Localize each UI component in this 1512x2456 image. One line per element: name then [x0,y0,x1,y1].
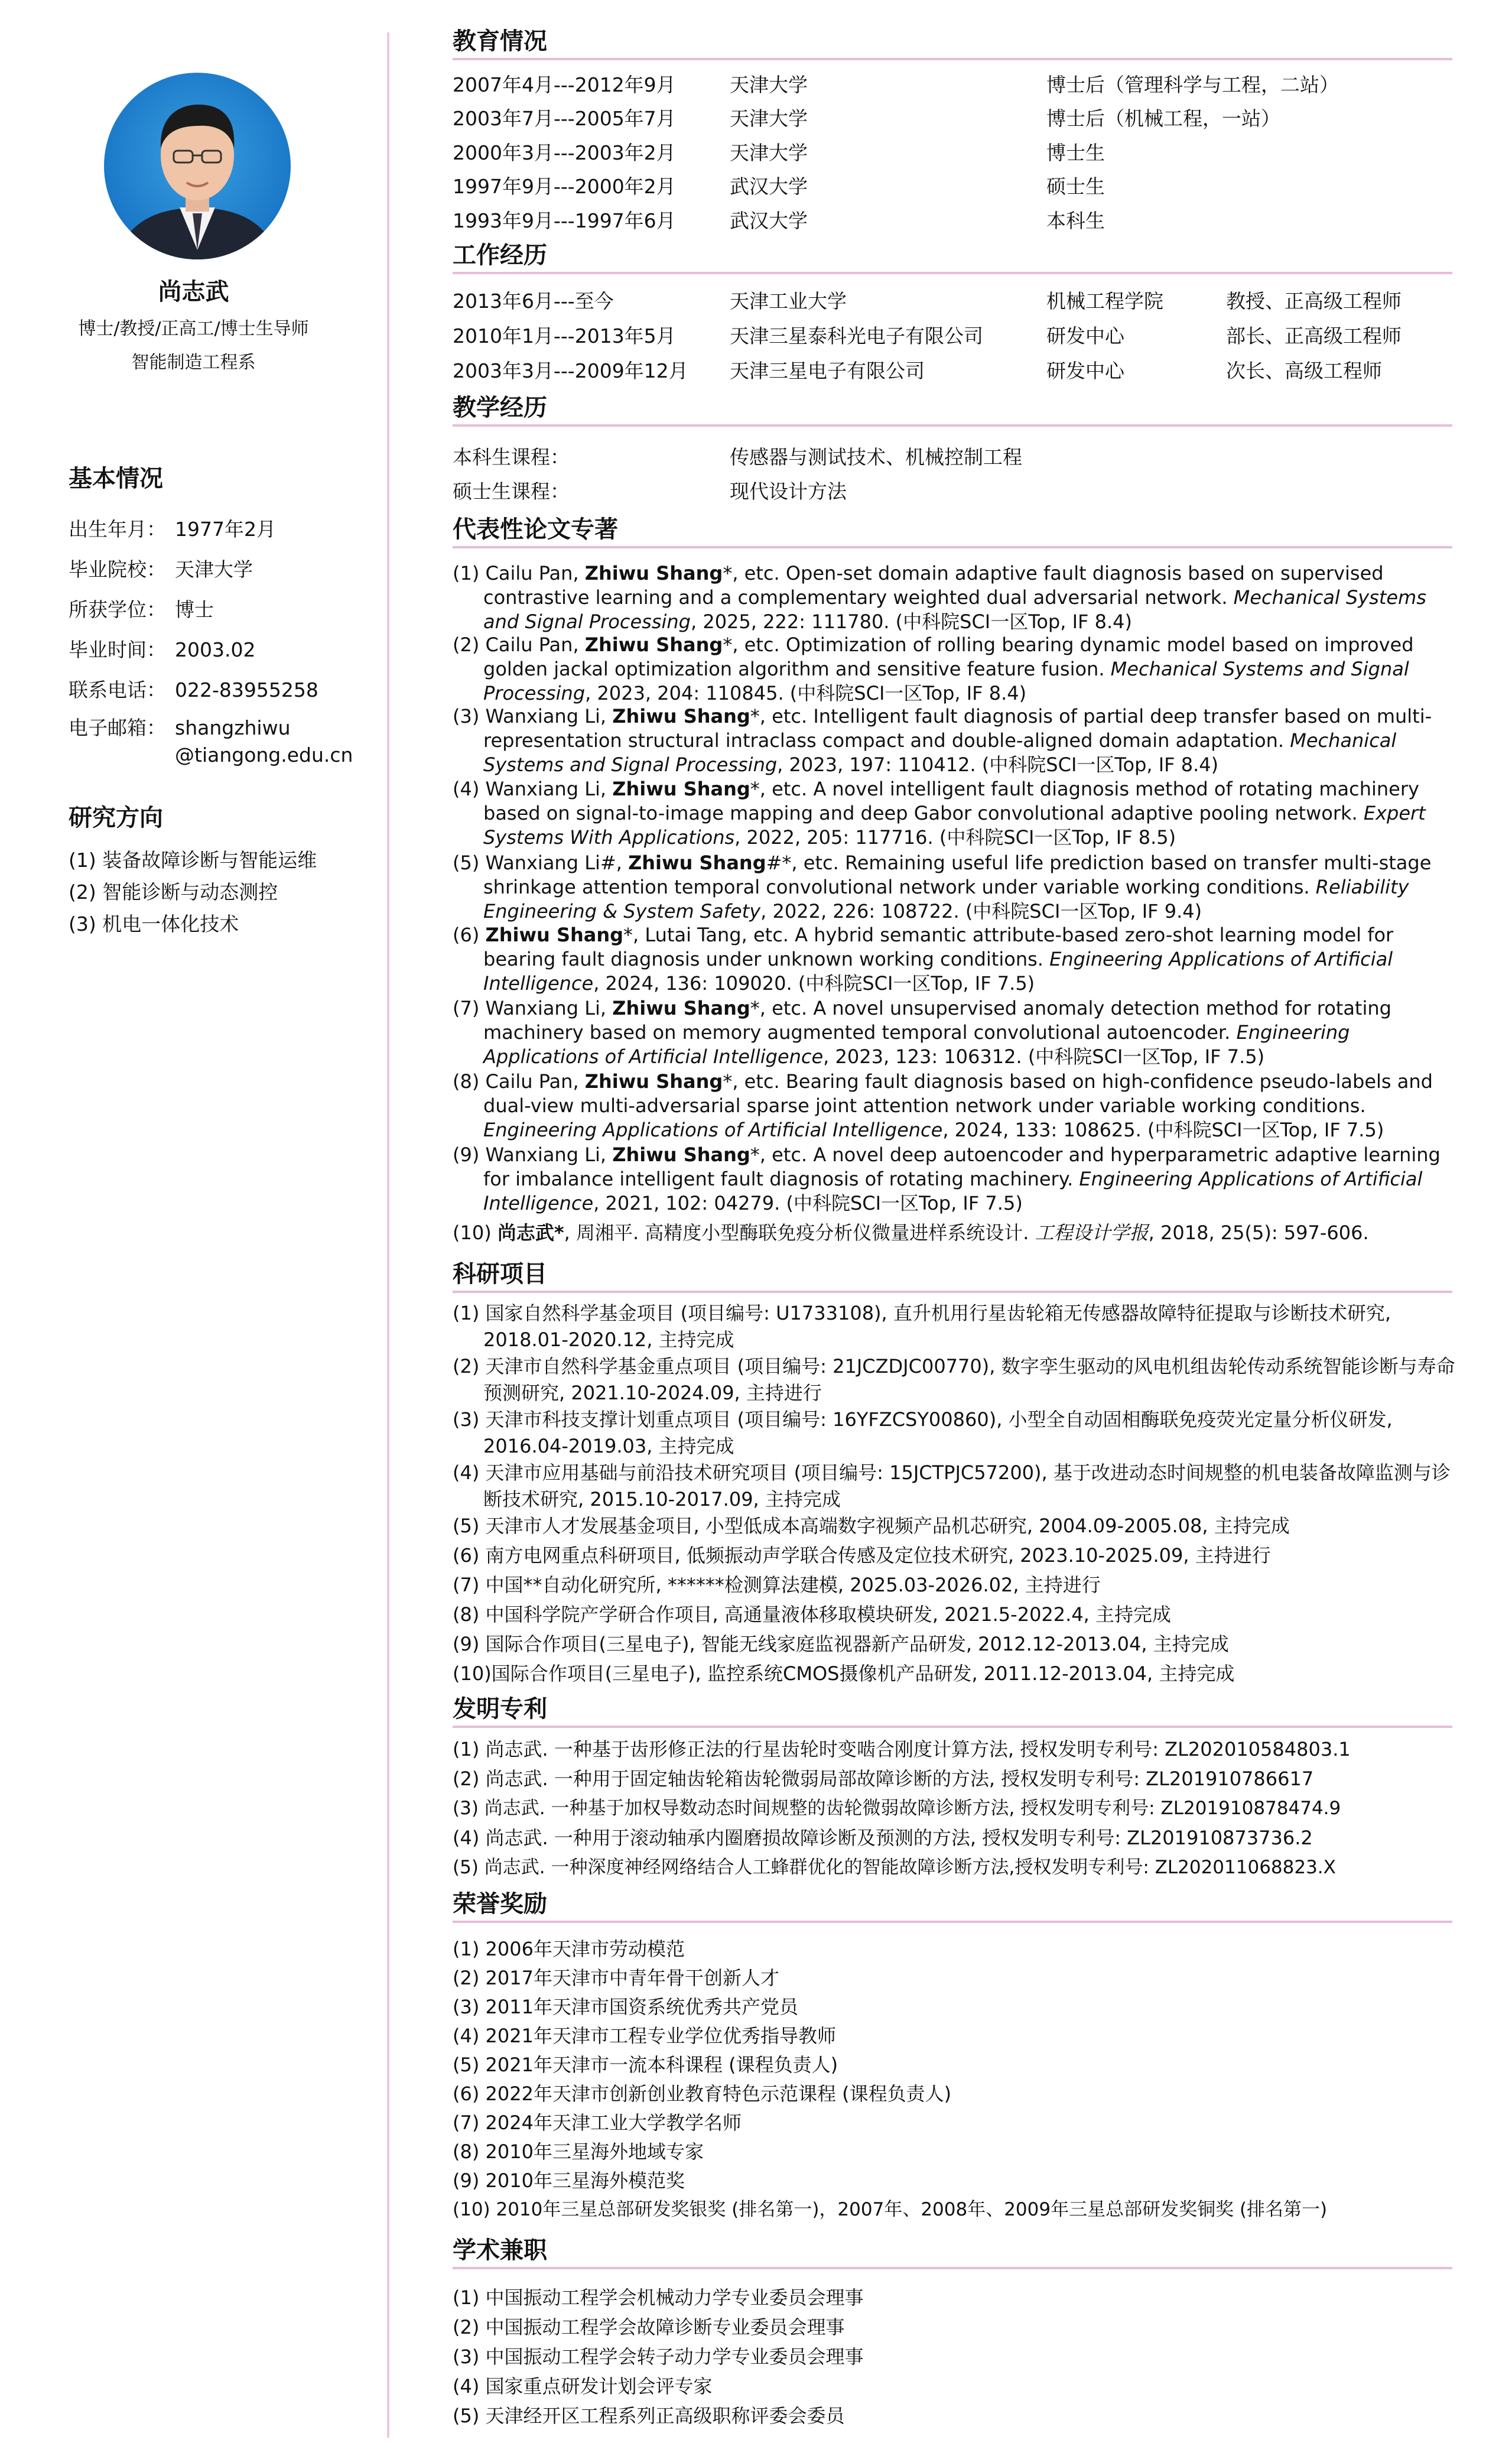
honors-heading: 荣誉奖励 [453,1890,547,1918]
patent-item: (2) 尚志武. 一种用于固定轴齿轮箱齿轮微弱局部故障诊断的方法, 授权发明专利号: ZL201910786617 [453,1768,1314,1790]
honor-item: (8) 2010年三星海外地域专家 [453,2140,704,2163]
education-school: 天津大学 [730,107,808,130]
work-position: 教授、正高级工程师 [1226,290,1402,313]
honor-item: (3) 2011年天津市国资系统优秀共产党员 [453,1996,798,2018]
paper-item: (2) Cailu Pan, Zhiwu Shang*, etc. Optimization of rolling bearing dynamic model based on improved golden jackal optimization algorithm and sensitive feature fusion. Mechanical Systems and Signal Processing, 2023, 204: 110845. (中科院SCI一区Top, IF 8.4) [453,634,1414,704]
basic-row: 毕业时间： 2003.02 [69,638,256,661]
teaching-section [453,392,1452,427]
education-degree: 博士后（机械工程，一站） [1046,107,1280,130]
paper-item: (9) Wanxiang Li, Zhiwu Shang*, etc. A novel deep autoencoder and hyperparametric adaptive learning for imbalance intelligent fault diagnosis of rotating machinery. Engineering Applications of Artificial Intelligence, 2021, 102: 04279. (中科院SCI一区Top, IF 7.5) [453,1143,1441,1214]
education-school: 天津大学 [730,141,808,164]
papers-section [453,514,1452,548]
education-degree: 本科生 [1046,209,1105,232]
honors-section [453,1889,1452,1923]
teaching-courses: 现代设计方法 [730,480,847,503]
basic-row-phone: 联系电话： 022-83955258 [69,678,318,701]
academic-item: (2) 中国振动工程学会故障诊断专业委员会理事 [453,2316,845,2338]
work-date: 2013年6月---至今 [453,290,614,313]
honor-item: (4) 2021年天津市工程专业学位优秀指导教师 [453,2025,836,2047]
patent-item: (5) 尚志武. 一种深度神经网络结合人工蜂群优化的智能故障诊断方法,授权发明专利号: ZL202011068823.X [453,1857,1336,1878]
project-item: (2) 天津市自然科学基金重点项目 (项目编号: 21JCZDJC00770), 数字孪生驱动的风电机组齿轮传动系统智能诊断与寿命预测研究, 2021.10-2024.09, 主持进行 [453,1355,1455,1404]
basic-info-heading: 基本情况 [69,465,163,492]
academic-item: (1) 中国振动工程学会机械动力学专业委员会理事 [453,2286,864,2309]
teaching-label: 本科生课程： [453,446,570,469]
honor-item: (2) 2017年天津市中青年骨干创新人才 [453,1967,779,1989]
work-date: 2010年1月---2013年5月 [453,324,676,347]
person-name: 尚志武 [158,278,229,306]
section-rule [453,1726,1452,1728]
research-item: (1) 装备故障诊断与智能运维 [69,849,317,872]
paper-item: (3) Wanxiang Li, Zhiwu Shang*, etc. Intelligent fault diagnosis of partial deep transfer based on multi-representation structural intraclass compact and double-aligned domain adaptation. Mechanical Systems and Signal Processing, 2023, 197: 110412. (中科院SCI一区Top, IF 8.4) [453,705,1432,776]
education-date: 1997年9月---2000年2月 [453,175,676,198]
section-rule [453,272,1452,274]
honor-item: (10) 2010年三星总部研发奖银奖 (排名第一)，2007年、2008年、2009年三星总部研发奖铜奖 (排名第一) [453,2199,1328,2220]
education-school: 天津大学 [730,73,808,96]
academic-item: (3) 中国振动工程学会转子动力学专业委员会理事 [453,2345,864,2368]
work-department: 机械工程学院 [1046,290,1163,313]
honor-item: (5) 2021年天津市一流本科课程 (课程负责人) [453,2054,838,2076]
section-rule [453,1291,1452,1293]
academic-section [453,2235,1452,2269]
education-date: 1993年9月---1997年6月 [453,209,676,232]
section-rule [453,58,1452,60]
person-titles: 博士/教授/正高工/博士生导师 [78,319,309,339]
work-employer: 天津三星电子有限公司 [730,359,925,382]
profile-photo [104,73,291,259]
person-portrait-icon [104,73,291,259]
work-section [453,240,1452,274]
paper-item: (4) Wanxiang Li, Zhiwu Shang*, etc. A novel intelligent fault diagnosis method of rotating machinery based on signal-to-image mapping and deep Gabor convolutional adaptive pooling network. Expert Systems With Applications, 2022, 205: 117716. (中科院SCI一区Top, IF 8.5) [453,778,1426,849]
left-sidebar [0,0,387,2456]
section-rule [453,2267,1452,2269]
education-degree: 博士后（管理科学与工程，二站） [1046,73,1339,96]
basic-row: 毕业院校： 天津大学 [69,558,253,581]
education-date: 2003年7月---2005年7月 [453,107,676,130]
work-employer: 天津工业大学 [730,290,847,313]
project-item: (3) 天津市科技支撑计划重点项目 (项目编号: 16YFZCSY00860), 小型全自动固相酶联免疫荧光定量分析仪研发, 2016.04-2019.03, 主持完成 [453,1408,1393,1457]
research-item: (3) 机电一体化技术 [69,912,239,935]
basic-row: 所获学位： 博士 [69,598,214,621]
education-school: 武汉大学 [730,175,808,198]
paper-item: (7) Wanxiang Li, Zhiwu Shang*, etc. A novel unsupervised anomaly detection method for rotating machinery based on memory augmented temporal convolutional autoencoder. Engineering Applications of Artificial Intelligence, 2023, 123: 106312. (中科院SCI一区Top, IF 7.5) [453,997,1391,1068]
honor-item: (7) 2024年天津工业大学教学名师 [453,2111,742,2134]
teaching-courses: 传感器与测试技术、机械控制工程 [730,446,1022,469]
section-rule [453,424,1452,427]
work-department: 研发中心 [1046,324,1124,347]
person-department: 智能制造工程系 [131,352,256,373]
patent-item: (1) 尚志武. 一种基于齿形修正法的行星齿轮时变啮合刚度计算方法, 授权发明专利号: ZL202010584803.1 [453,1738,1351,1760]
research-heading: 研究方向 [69,804,163,831]
academic-heading: 学术兼职 [453,2237,547,2264]
section-rule [453,1921,1452,1923]
academic-item: (5) 天津经开区工程系列正高级职称评委会委员 [453,2405,845,2427]
honor-item: (6) 2022年天津市创新创业教育特色示范课程 (课程负责人) [453,2083,952,2105]
paper-item: (6) Zhiwu Shang*, Lutai Tang, etc. A hybrid semantic attribute-based zero-shot learning model for bearing fault diagnosis under unknown working conditions. Engineering Applications of Artificial Intelligence, 2024, 136: 109020. (中科院SCI一区Top, IF 7.5) [453,924,1394,995]
work-heading: 工作经历 [453,242,547,269]
project-item: (5) 天津市人才发展基金项目, 小型低成本高端数字视频产品机芯研究, 2004.09-2005.08, 主持完成 [453,1515,1290,1537]
honor-item: (1) 2006年天津市劳动模范 [453,1938,685,1960]
work-employer: 天津三星泰科光电子有限公司 [730,324,983,347]
paper-item: (10) 尚志武*, 周湘平. 高精度小型酶联免疫分析仪微量进样系统设计. 工程设计学报, 2018, 25(5): 597-606. [453,1221,1369,1244]
patent-item: (3) 尚志武. 一种基于加权导数动态时间规整的齿轮微弱故障诊断方法, 授权发明专利号: ZL201910878474.9 [453,1798,1341,1819]
column-divider [387,33,389,2438]
basic-row: 出生年月： 1977年2月 [69,518,276,541]
projects-section [453,1259,1452,1293]
projects-heading: 科研项目 [453,1261,547,1288]
education-date: 2007年4月---2012年9月 [453,73,676,96]
work-position: 部长、正高级工程师 [1226,324,1402,347]
papers-heading: 代表性论文专著 [453,516,618,543]
education-date: 2000年3月---2003年2月 [453,141,676,164]
patents-section [453,1694,1452,1728]
section-rule [453,546,1452,548]
education-section [453,26,1452,60]
education-degree: 博士生 [1046,141,1105,164]
education-heading: 教育情况 [453,28,547,55]
project-item: (4) 天津市应用基础与前沿技术研究项目 (项目编号: 15JCTPJC57200), 基于改进动态时间规整的机电装备故障监测与诊断技术研究, 2015.10-2017.09, 主持完成 [453,1461,1451,1510]
project-item: (10)国际合作项目(三星电子), 监控系统CMOS摄像机产品研发, 2011.12-2013.04, 主持完成 [453,1662,1235,1685]
paper-item: (5) Wanxiang Li#, Zhiwu Shang#*, etc. Remaining useful life prediction based on transfer multi-stage shrinkage attention temporal convolutional network under variable working conditions. Reliability Engineering & System Safety, 2022, 226: 108722. (中科院SCI一区Top, IF 9.4) [453,852,1432,922]
education-school: 武汉大学 [730,209,808,232]
work-date: 2003年3月---2009年12月 [453,359,688,382]
education-degree: 硕士生 [1046,175,1105,198]
project-item: (6) 南方电网重点科研项目, 低频振动声学联合传感及定位技术研究, 2023.10-2025.09, 主持进行 [453,1544,1271,1567]
project-item: (1) 国家自然科学基金项目 (项目编号: U1733108), 直升机用行星齿轮箱无传感器故障特征提取与诊断技术研究, 2018.01-2020.12, 主持完成 [453,1302,1391,1351]
honor-item: (9) 2010年三星海外模范奖 [453,2169,685,2192]
work-position: 次长、高级工程师 [1226,359,1382,382]
basic-row-email: 电子邮箱： shangzhiwu [69,716,291,739]
project-item: (9) 国际合作项目(三星电子), 智能无线家庭监视器新产品研发, 2012.12-2013.04, 主持完成 [453,1633,1229,1655]
patent-item: (4) 尚志武. 一种用于滚动轴承内圈磨损故障诊断及预测的方法, 授权发明专利号: ZL201910873736.2 [453,1827,1313,1849]
paper-item: (1) Cailu Pan, Zhiwu Shang*, etc. Open-set domain adaptive fault diagnosis based on supervised contrastive learning and a complementary weighted dual adversarial network. Mechanical Systems and Signal Processing, 2025, 222: 111780. (中科院SCI一区Top, IF 8.4) [453,562,1426,633]
teaching-heading: 教学经历 [453,394,547,421]
research-item: (2) 智能诊断与动态测控 [69,881,278,904]
patents-heading: 发明专利 [453,1695,547,1723]
project-item: (7) 中国**自动化研究所, ******检测算法建模, 2025.03-2026.02, 主持进行 [453,1574,1101,1596]
teaching-label: 硕士生课程： [453,480,570,503]
email-continuation: @tiangong.edu.cn [175,743,353,766]
work-department: 研发中心 [1046,359,1124,382]
project-item: (8) 中国科学院产学研合作项目, 高通量液体移取模块研发, 2021.5-2022.4, 主持完成 [453,1603,1172,1626]
paper-item: (8) Cailu Pan, Zhiwu Shang*, etc. Bearing fault diagnosis based on high-confidence pseudo-labels and dual-view multi-adversarial sparse joint attention network under variable working conditions. Engineering Applications of Artificial Intelligence, 2024, 133: 108625. (中科院SCI一区Top, IF 7.5) [453,1070,1433,1141]
academic-item: (4) 国家重点研发计划会评专家 [453,2375,713,2397]
